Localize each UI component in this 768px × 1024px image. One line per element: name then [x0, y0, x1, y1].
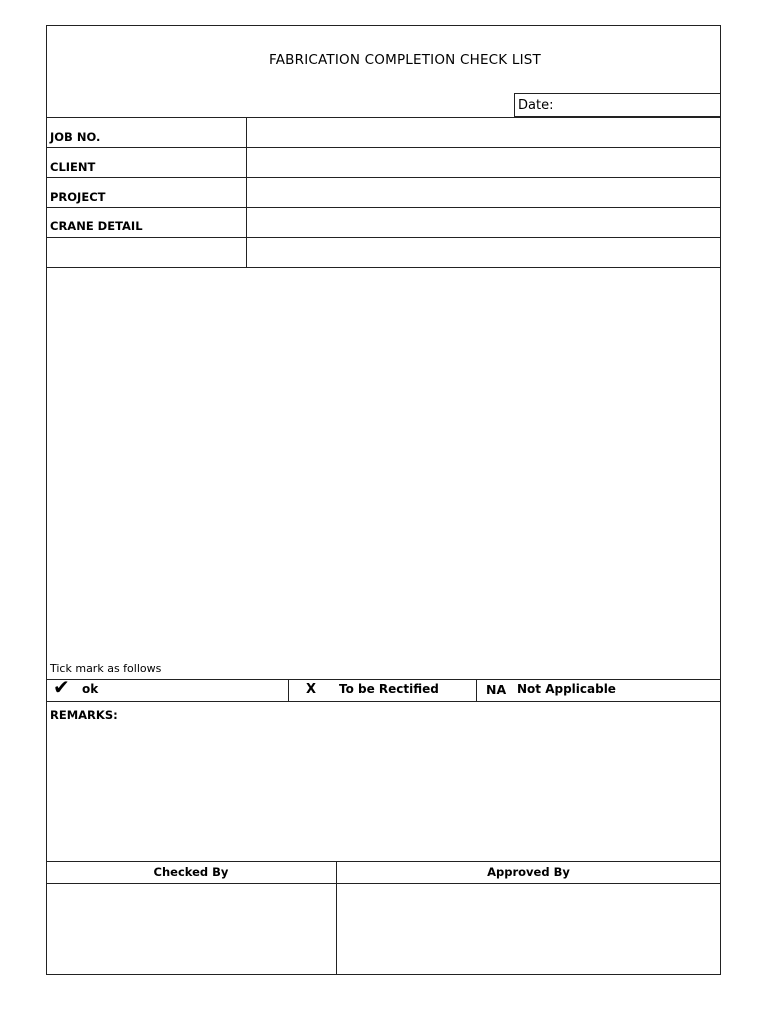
row-divider: [46, 207, 721, 208]
field-label-job-no: JOB NO.: [50, 130, 101, 144]
legend-divider: [288, 679, 289, 701]
legend-rectify-label: To be Rectified: [339, 682, 439, 696]
form-title: FABRICATION COMPLETION CHECK LIST: [269, 52, 541, 68]
row-divider: [46, 147, 721, 148]
legend-top-border: [46, 679, 721, 680]
title-divider: [46, 117, 721, 118]
date-field[interactable]: [514, 93, 721, 117]
field-label-project: PROJECT: [50, 190, 106, 204]
legend-ok-label: ok: [82, 682, 99, 696]
remarks-area[interactable]: [47, 725, 720, 860]
checklist-body: [47, 268, 720, 660]
checked-by-signature-area[interactable]: [47, 884, 335, 974]
date-label: Date:: [518, 98, 554, 113]
remarks-label: REMARKS:: [50, 708, 118, 722]
field-label-crane-detail: CRANE DETAIL: [50, 219, 143, 233]
row-divider: [46, 177, 721, 178]
field-column-divider: [246, 117, 247, 267]
legend-na-symbol: NA: [486, 682, 507, 697]
tick-instruction: Tick mark as follows: [50, 662, 162, 675]
legend-divider: [476, 679, 477, 701]
check-icon: ✔: [53, 675, 70, 699]
signature-top-border: [46, 861, 721, 862]
approved-by-label: Approved By: [487, 865, 570, 879]
approved-by-signature-area[interactable]: [337, 884, 720, 974]
checked-by-label: Checked By: [153, 865, 229, 879]
field-label-client: CLIENT: [50, 160, 96, 174]
legend-na-label: Not Applicable: [517, 682, 616, 696]
legend-bottom-border: [46, 701, 721, 702]
row-divider: [46, 237, 721, 238]
cross-icon: X: [306, 682, 317, 697]
